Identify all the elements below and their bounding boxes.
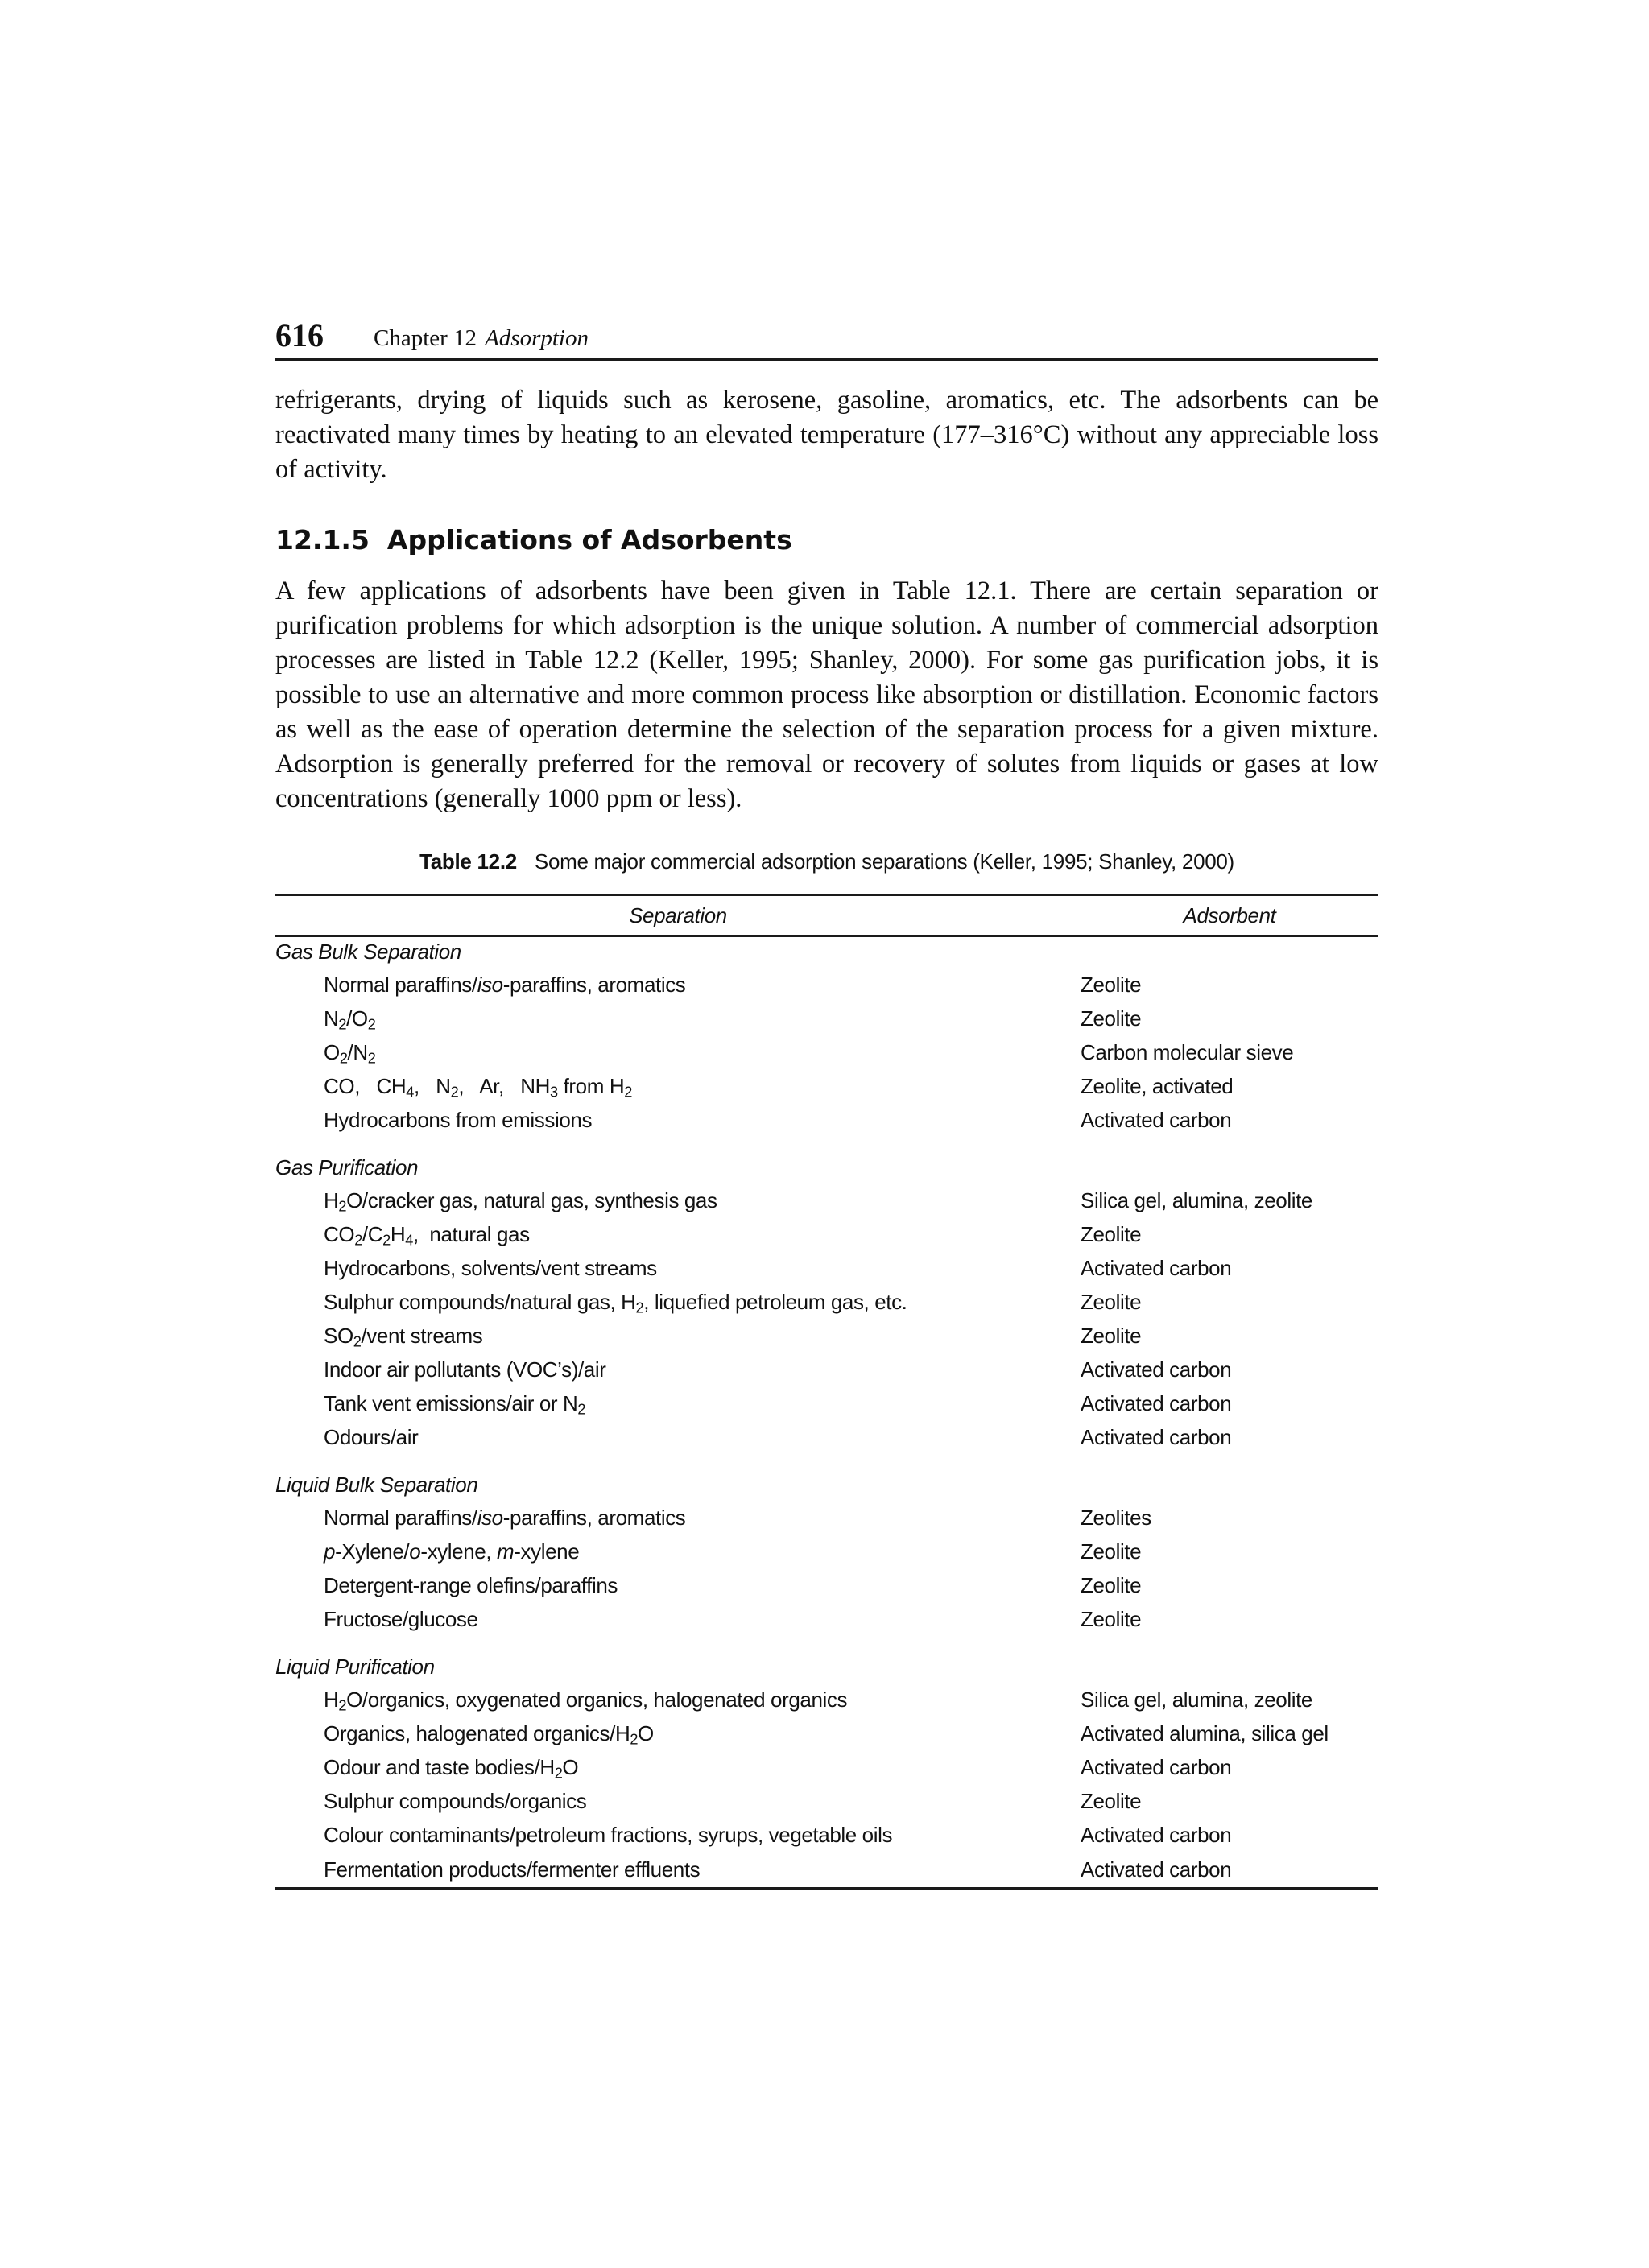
adsorbent-cell: Activated alumina, silica gel — [1081, 1721, 1329, 1745]
adsorbent-cell: Zeolite — [1081, 1606, 1142, 1631]
group-title: Gas Purification — [275, 1155, 419, 1179]
separation-cell: p-Xylene/o-xylene, m-xylene — [324, 1539, 580, 1564]
table-group-row — [275, 1454, 1378, 1501]
table-row — [275, 1784, 1378, 1818]
section-number: 12.1.5 — [275, 524, 370, 556]
chapter-label — [374, 324, 589, 352]
separation-cell: $SO_2$/vent streams — [324, 1323, 483, 1350]
separation-cell: $H_2O$/cracker gas, natural gas, synthesis gas — [324, 1188, 717, 1215]
separation-cell: Sulphur compounds/organics — [324, 1788, 587, 1813]
table-group-row — [275, 1137, 1378, 1184]
adsorbent-cell: Activated carbon — [1081, 1390, 1232, 1415]
table-group-row — [275, 1636, 1378, 1683]
section-title: Applications of Adsorbents — [386, 524, 792, 556]
adsorbent-cell: Zeolite — [1081, 1006, 1142, 1031]
separation-cell: $N_2/O_2$ — [324, 1006, 376, 1033]
adsorbent-cell: Zeolite — [1081, 1788, 1142, 1813]
table-row — [275, 1386, 1378, 1420]
adsorbent-cell: Activated carbon — [1081, 1852, 1378, 1889]
table-row — [275, 1217, 1378, 1251]
intro-paragraph: refrigerants, drying of liquids such as kerosene, gasoline, aromatics, etc. The adsorbents can be reactivated many times by heating to an elevated temperature (177–316°C) without any appreciable loss of activity. — [275, 386, 1378, 484]
table-row — [275, 1818, 1378, 1852]
table-row — [275, 1353, 1378, 1386]
group-title: Liquid Purification — [275, 1655, 435, 1679]
separation-cell: Fermentation products/fermenter effluents — [275, 1852, 1081, 1889]
table-group-row — [275, 936, 1378, 969]
table-row — [275, 1319, 1378, 1353]
adsorbent-cell: Activated carbon — [1081, 1754, 1232, 1779]
chapter-number: Chapter 12 — [374, 325, 477, 351]
separation-cell: Normal paraffins/iso-paraffins, aromatics — [324, 972, 686, 997]
separation-cell: Indoor air pollutants (VOC’s)/air — [324, 1357, 606, 1382]
separation-cell: Fructose/glucose — [324, 1606, 478, 1631]
table-row — [275, 1420, 1378, 1454]
column-header-adsorbent: Adsorbent — [1081, 895, 1378, 936]
table-row — [275, 968, 1378, 1002]
table-row — [275, 1501, 1378, 1535]
table-row — [275, 1069, 1378, 1103]
adsorbent-cell: Carbon molecular sieve — [1081, 1039, 1294, 1064]
separation-cell: $H_2O$/organics, oxygenated organics, halogenated organics — [324, 1687, 848, 1714]
table-row — [275, 1716, 1378, 1750]
separation-cell: Tank vent emissions/air or $N_2$ — [324, 1390, 586, 1418]
table-row — [275, 1535, 1378, 1568]
group-title: Liquid Bulk Separation — [275, 1473, 478, 1497]
table-row — [275, 1002, 1378, 1035]
page-number: 616 — [275, 317, 324, 353]
adsorbent-cell: Zeolite — [1081, 1221, 1142, 1246]
group-title: Gas Bulk Separation — [275, 940, 461, 964]
adsorbent-cell: Zeolite, activated — [1081, 1073, 1234, 1098]
section-heading — [275, 524, 1378, 556]
table-row — [275, 1568, 1378, 1602]
table-row — [275, 1750, 1378, 1784]
adsorbent-cell: Zeolite — [1081, 1323, 1142, 1348]
table-row — [275, 1035, 1378, 1069]
table-caption — [275, 849, 1378, 874]
adsorbent-cell: Zeolites — [1081, 1505, 1151, 1530]
separation-cell: Sulphur compounds/natural gas, $H_2$, liquefied petroleum gas, etc. — [324, 1289, 907, 1316]
adsorbent-cell: Zeolite — [1081, 1289, 1142, 1314]
book-page — [275, 318, 1378, 1890]
table-row — [275, 1103, 1378, 1137]
separation-cell: Hydrocarbons, solvents/vent streams — [324, 1255, 657, 1280]
adsorbent-cell: Zeolite — [1081, 1572, 1142, 1597]
adsorption-table — [275, 894, 1378, 1890]
section-paragraph: A few applications of adsorbents have been given in Table 12.1. There are certain separation or purification problems for which adsorption is the unique solution. A number of commercial adsorption processes are listed in Table 12.2 (Keller, 1995; Shanley, 2000). For some gas purification jobs, it is possible to use an alternative and more common process like absorption or distillation. Economic factors as well as the ease of operation determine the selection of the separation process for a given mixture. Adsorption is generally preferred for the removal or recovery of solutes from liquids or gases at low concentrations (generally 1000 ppm or less). — [275, 576, 1378, 813]
separation-cell: $O_2/N_2$ — [324, 1039, 376, 1067]
separation-cell: Colour contaminants/petroleum fractions, syrups, vegetable oils — [324, 1822, 893, 1847]
adsorbent-cell: Silica gel, alumina, zeolite — [1081, 1687, 1312, 1712]
table-row — [275, 1184, 1378, 1217]
table-header-row — [275, 895, 1378, 936]
table-body — [275, 936, 1378, 1889]
table-caption-text: Some major commercial adsorption separations (Keller, 1995; Shanley, 2000) — [534, 849, 1234, 874]
table-label: Table 12.2 — [419, 849, 517, 874]
adsorbent-cell: Silica gel, alumina, zeolite — [1081, 1188, 1312, 1212]
adsorbent-cell: Activated carbon — [1081, 1424, 1232, 1449]
adsorbent-cell: Zeolite — [1081, 972, 1142, 997]
separation-cell: Organics, halogenated organics/$H_2O$ — [324, 1721, 654, 1748]
table-row — [275, 1683, 1378, 1716]
separation-cell: Hydrocarbons from emissions — [324, 1107, 593, 1132]
table-row — [275, 1602, 1378, 1636]
running-header — [275, 318, 1378, 361]
separation-cell: Odours/air — [324, 1424, 419, 1449]
adsorbent-cell: Activated carbon — [1081, 1357, 1232, 1382]
adsorbent-cell: Activated carbon — [1081, 1822, 1232, 1847]
separation-cell: Normal paraffins/iso-paraffins, aromatics — [324, 1505, 686, 1530]
table-row — [275, 1852, 1378, 1889]
chapter-title: Adsorption — [485, 325, 589, 351]
separation-cell: $CO_2/C_2H_4$, natural gas — [324, 1221, 530, 1249]
adsorbent-cell: Zeolite — [1081, 1539, 1142, 1564]
table-row — [275, 1285, 1378, 1319]
column-header-separation: Separation — [275, 895, 1081, 936]
table-row — [275, 1251, 1378, 1285]
separation-cell: Detergent-range olefins/paraffins — [324, 1572, 618, 1597]
adsorbent-cell: Activated carbon — [1081, 1107, 1232, 1132]
separation-cell: CO, $CH_4$, $N_2$, Ar, $NH_3$ from $H_2$ — [324, 1073, 632, 1101]
separation-cell: Odour and taste bodies/$H_2O$ — [324, 1754, 579, 1782]
adsorbent-cell: Activated carbon — [1081, 1255, 1232, 1280]
